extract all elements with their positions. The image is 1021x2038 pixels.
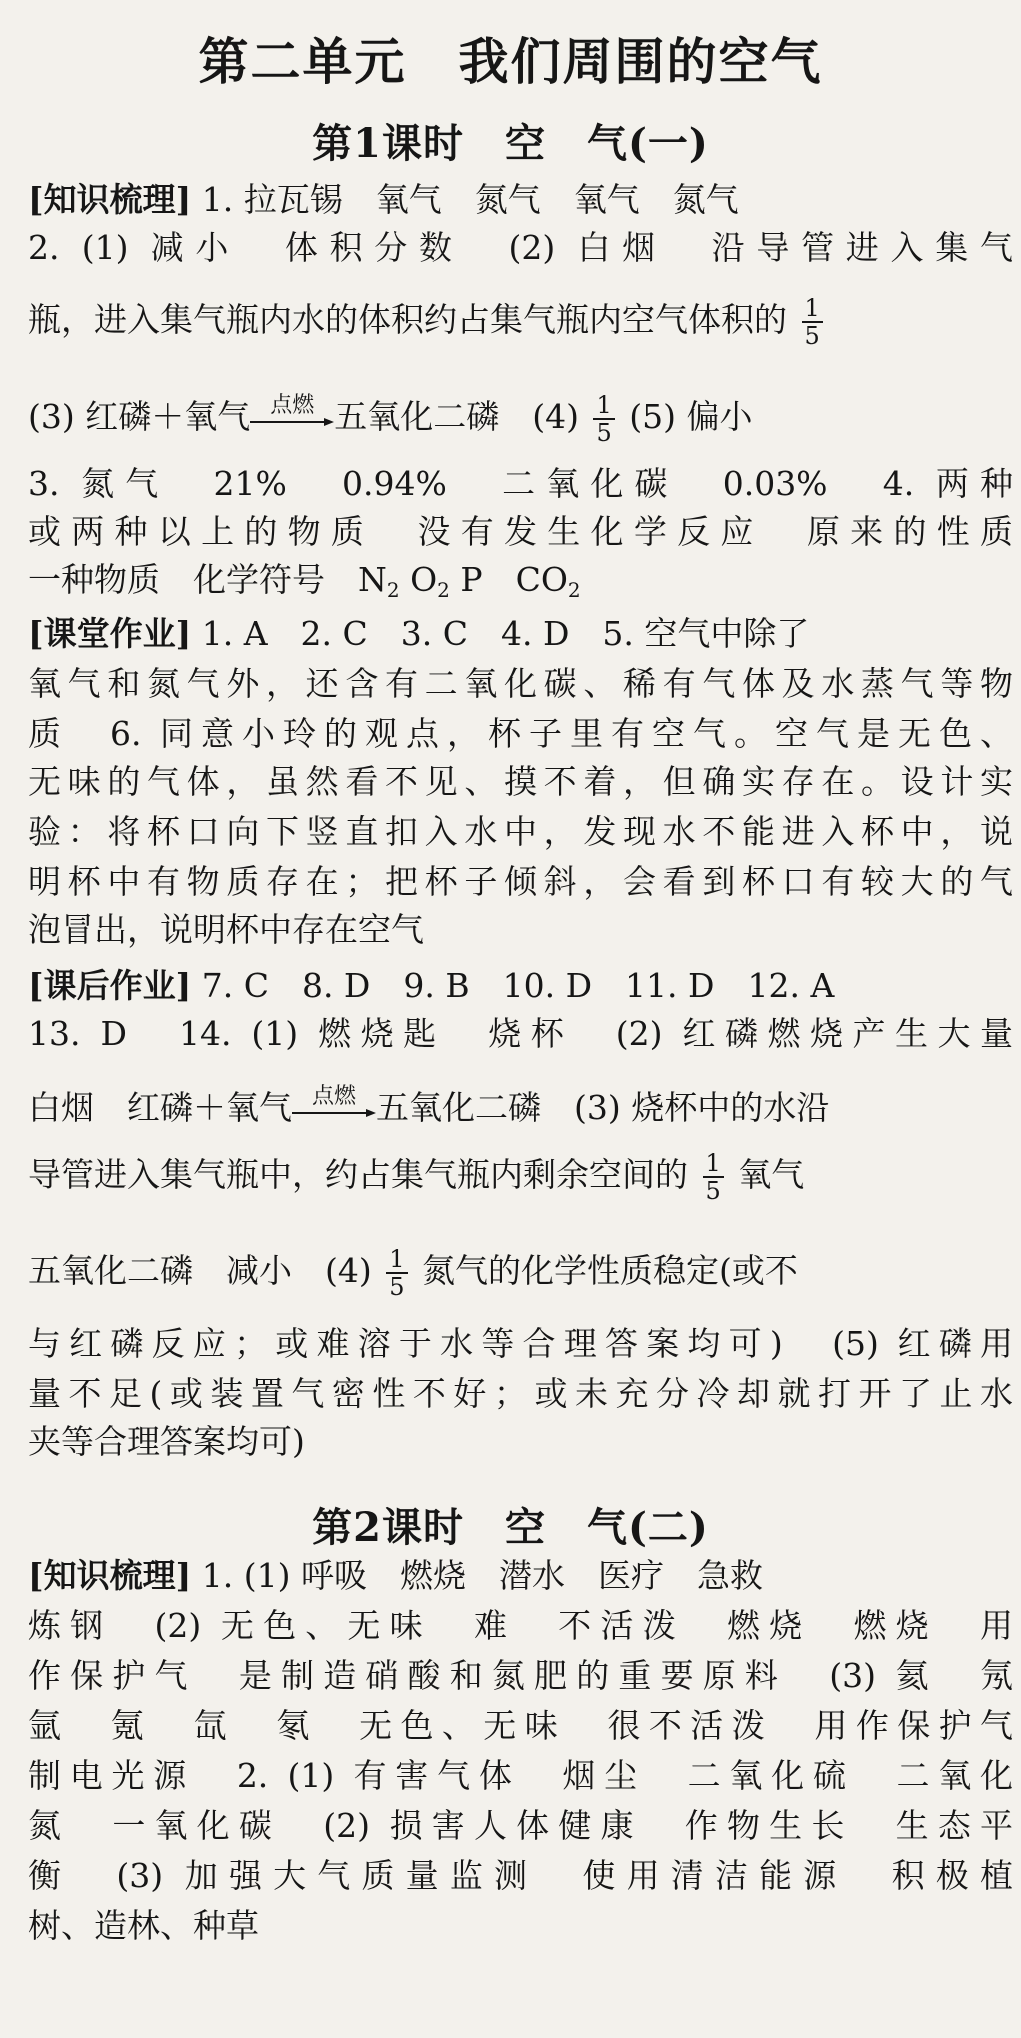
lesson2-line-4: 氩 氪 氙 氡 无色、无味 很不活泼 用作保护气 — [28, 1706, 1013, 1745]
lesson2-line-3: 作保护气 是制造硝酸和氮肥的重要原料 (3) 氦 氖 — [28, 1656, 1013, 1695]
fraction-denominator: 5 — [389, 1273, 405, 1301]
lesson2-line-5: 制电光源 2. (1) 有害气体 烟尘 二氧化硫 二氧化 — [28, 1756, 1013, 1795]
lesson1-line-5: 3. 氮气 21% 0.94% 二氧化碳 0.03% 4. 两种 — [28, 464, 1013, 503]
arrow-icon — [250, 418, 334, 426]
lesson1-line-1 — [28, 178, 1013, 222]
section-tag-zhishi: [知识梳理] — [28, 180, 192, 219]
text: P CO — [460, 560, 568, 599]
text: 氧气 — [738, 1155, 805, 1194]
text: 1. 拉瓦锡 氧气 氮气 氧气 氮气 — [201, 180, 739, 219]
lesson1-line-19 — [28, 1245, 1013, 1301]
fraction-numerator: 1 — [386, 1246, 407, 1274]
lesson1-line-9: 氧气和氮气外，还含有二氧化碳、稀有气体及水蒸气等物 — [28, 664, 1013, 703]
lesson1-line-20: 与红磷反应；或难溶于水等合理答案均可) (5) 红磷用 — [28, 1324, 1013, 1363]
reaction-condition: 点燃 — [270, 393, 315, 418]
lesson1-title: 第1课时 空 气(一) — [312, 120, 709, 167]
lesson1-line-11: 无味的气体，虽然看不见、摸不着，但确实存在。设计实 — [28, 762, 1013, 801]
fraction-denominator: 5 — [705, 1177, 721, 1205]
lesson1-line-17 — [28, 1086, 1013, 1130]
lesson2-line-2: 炼钢 (2) 无色、无味 难 不活泼 燃烧 燃烧 用 — [28, 1606, 1013, 1645]
lesson1-line-3 — [28, 294, 1013, 350]
lesson1-line-4 — [28, 391, 1013, 447]
text: 五氧化二磷 (3) 烧杯中的水沿 — [376, 1088, 830, 1127]
lesson2-line-1 — [28, 1554, 1013, 1598]
text: 1. (1) 呼吸 燃烧 潜水 医疗 急救 — [201, 1556, 763, 1595]
lesson2-title: 第2课时 空 气(二) — [312, 1504, 709, 1551]
fraction — [593, 392, 614, 446]
lesson2-line-7: 衡 (3) 加强大气质量监测 使用清洁能源 积极植 — [28, 1856, 1013, 1895]
lesson1-line-13: 明杯中有物质存在；把杯子倾斜，会看到杯口有较大的气 — [28, 862, 1013, 901]
text: 7. C 8. D 9. B 10. D 11. D 12. A — [201, 966, 835, 1005]
reaction-condition: 点燃 — [311, 1084, 356, 1109]
fraction-numerator: 1 — [802, 295, 823, 323]
text: 一种物质 化学符号 N — [28, 560, 387, 599]
fraction-denominator: 5 — [804, 322, 820, 350]
lesson2-line-6: 氮 一氧化碳 (2) 损害人体健康 作物生长 生态平 — [28, 1806, 1013, 1845]
text: 五氧化二磷 减小 (4) — [28, 1251, 372, 1290]
fraction-numerator: 1 — [593, 392, 614, 420]
fraction — [802, 295, 823, 349]
unit-title: 第二单元 我们周围的空气 — [198, 32, 823, 91]
lesson2-line-8: 树、造林、种草 — [28, 1906, 259, 1945]
lesson1-line-2: 2. (1) 减小 体积分数 (2) 白烟 沿导管进入集气 — [28, 228, 1013, 267]
text: 氮气的化学性质稳定(或不 — [422, 1251, 798, 1290]
subscript: 2 — [567, 578, 581, 602]
text: 瓶，进入集气瓶内水的体积约占集气瓶内空气体积的 — [28, 300, 787, 339]
text: 五氧化二磷 (4) — [334, 397, 579, 436]
text: 导管进入集气瓶中，约占集气瓶内剩余空间的 — [28, 1155, 688, 1194]
fraction — [703, 1150, 724, 1204]
lesson1-line-7 — [28, 558, 1013, 602]
lesson1-line-21: 量不足(或装置气密性不好；或未充分冷却就打开了止水 — [28, 1374, 1013, 1413]
subscript: 2 — [437, 578, 450, 602]
reaction-arrow — [292, 1084, 376, 1125]
lesson1-line-14: 泡冒出，说明杯中存在空气 — [28, 910, 424, 949]
lesson1-line-18 — [28, 1149, 1013, 1205]
reaction-arrow — [250, 393, 334, 434]
fraction-denominator: 5 — [596, 419, 612, 447]
fraction-numerator: 1 — [703, 1150, 724, 1178]
text: O — [410, 560, 438, 599]
lesson1-line-6: 或两种以上的物质 没有发生化学反应 原来的性质 — [28, 512, 1013, 551]
lesson1-line-10: 质 6. 同意小玲的观点，杯子里有空气。空气是无色、 — [28, 714, 1013, 753]
subscript: 2 — [386, 578, 400, 602]
section-tag-kehou: [课后作业] — [28, 966, 192, 1005]
section-tag-zhishi: [知识梳理] — [28, 1556, 192, 1595]
text: (3) 红磷＋氧气 — [28, 397, 251, 436]
text: 1. A 2. C 3. C 4. D 5. 空气中除了 — [201, 614, 810, 653]
lesson1-line-12: 验：将杯口向下竖直扣入水中，发现水不能进入杯中，说 — [28, 812, 1013, 851]
text: 白烟 红磷＋氧气 — [28, 1088, 292, 1127]
lesson1-line-16: 13. D 14. (1) 燃烧匙 烧杯 (2) 红磷燃烧产生大量 — [28, 1014, 1013, 1053]
lesson1-line-15 — [28, 964, 1013, 1008]
arrow-icon — [292, 1109, 376, 1117]
text: (5) 偏小 — [629, 397, 753, 436]
lesson1-line-22: 夹等合理答案均可) — [28, 1422, 305, 1461]
lesson1-line-8 — [28, 612, 1013, 656]
fraction — [386, 1246, 407, 1300]
section-tag-ketang: [课堂作业] — [28, 614, 192, 653]
